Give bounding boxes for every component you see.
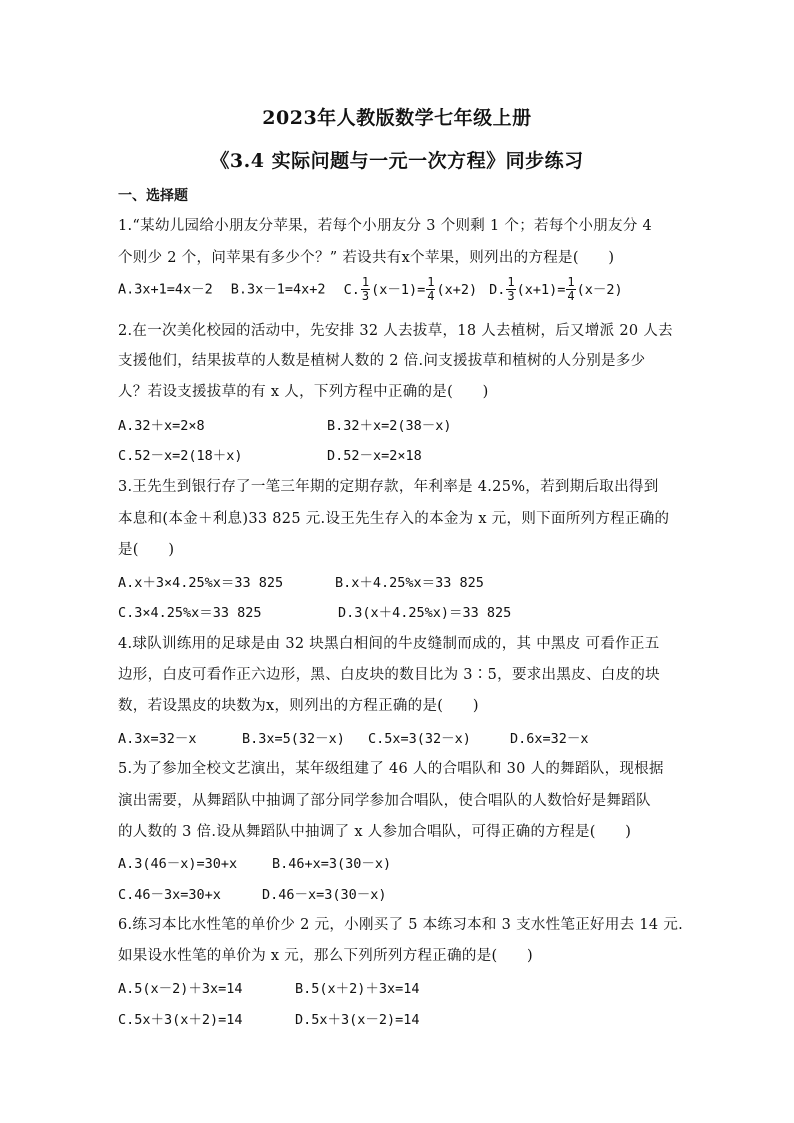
question-2-line-1: 2.在一次美化校园的活动中，先安排 32 人去拔草，18 人去植树，后又增派 20 人去 (118, 323, 673, 339)
question-3-option-d: D.3(x＋4.25%x)＝33 825 (338, 605, 512, 621)
question-4-line-1: 4.球队训练用的足球是由 32 块黑白相间的牛皮缝制而成的，其 中黑皮 可看作正五 (118, 636, 660, 652)
question-3-line-3: 是( ) (118, 542, 175, 558)
question-1-option-d: D. $\frac{1}{3}$ (x+1)= $\frac{1}{4}$ (x－2) (489, 275, 623, 303)
question-2-line-3: 人？若设支援拔草的有 x 人，下列方程中正确的是( ) (118, 384, 489, 400)
question-3-option-c: C.3×4.25%x＝33 825 (118, 605, 262, 621)
question-3-option-a: A.x＋3×4.25%x＝33 825 (118, 575, 284, 591)
question-6-option-c: C.5x＋3(x＋2)=14 (118, 1012, 243, 1028)
question-1-option-c: C. $\frac{1}{3}$ (x－1)= $\frac{1}{4}$ (x+2) (343, 275, 478, 303)
question-6-line-1: 6.练习本比水性笔的单价少 2 元，小刚买了 5 本练习本和 3 支水性笔正好用去 14 元. (118, 917, 684, 933)
question-6-option-a: A.5(x－2)＋3x=14 (118, 981, 243, 997)
question-3-line-2: 本息和(本金＋利息)33 825 元.设王先生存入的本金为 x 元，则下面所列方程正确的 (118, 511, 670, 527)
question-1-options (118, 276, 623, 303)
question-1-line-2: 个则少 2 个，问苹果有多少个？” 若设共有x个苹果，则列出的方程是( ) (118, 250, 615, 266)
question-4-option-c: C.5x=3(32－x) (368, 731, 471, 747)
question-1-option-b: B.3x－1=4x+2 (230, 281, 326, 298)
document-subtitle: 《3.4 实际问题与一元一次方程》同步练习 (210, 150, 584, 172)
question-1-option-a: A.3x+1=4x－2 (118, 281, 213, 298)
section-heading: 一、选择题 (118, 188, 188, 204)
question-4-line-2: 边形，白皮可看作正六边形，黑、白皮块的数目比为 3∶5，要求出黑皮、白皮的块 (118, 667, 660, 683)
question-2-option-d: D.52－x=2×18 (327, 448, 422, 464)
question-5-line-3: 的人数的 3 倍.设从舞蹈队中抽调了 x 人参加合唱队，可得正确的方程是( ) (118, 824, 632, 840)
question-5-line-2: 演出需要，从舞蹈队中抽调了部分同学参加合唱队，使合唱队的人数恰好是舞蹈队 (118, 793, 651, 809)
question-5-option-d: D.46－x=3(30－x) (262, 887, 387, 903)
question-5-option-a: A.3(46－x)=30+x (118, 856, 238, 872)
question-4-line-3: 数，若设黑皮的块数为x，则列出的方程正确的是( ) (118, 698, 479, 714)
question-5-line-1: 5.为了参加全校文艺演出，某年级组建了 46 人的合唱队和 30 人的舞蹈队，现根据 (118, 761, 664, 777)
question-1-line-1: 1.“某幼儿园给小朋友分苹果，若每个小朋友分 3 个则剩 1 个；若每个小朋友分 4 (118, 218, 653, 234)
question-4-option-d: D.6x=32－x (510, 731, 589, 747)
question-5-option-b: B.46+x=3(30－x) (272, 856, 392, 872)
question-6-option-d: D.5x＋3(x－2)=14 (295, 1012, 420, 1028)
question-4-option-a: A.3x=32－x (118, 731, 197, 747)
question-6-option-b: B.5(x＋2)＋3x=14 (295, 981, 420, 997)
question-2-option-b: B.32＋x=2(38－x) (327, 418, 452, 434)
question-2-option-c: C.52－x=2(18＋x) (118, 448, 243, 464)
question-4-option-b: B.3x=5(32－x) (242, 731, 345, 747)
document-title: 2023年人教版数学七年级上册 (262, 107, 532, 129)
question-2-option-a: A.32＋x=2×8 (118, 418, 205, 434)
question-2-line-2: 支援他们，结果拔草的人数是植树人数的 2 倍.问支援拔草和植树的人分别是多少 (118, 353, 646, 369)
question-3-line-1: 3.王先生到银行存了一笔三年期的定期存款，年利率是 4.25%，若到期后取出得到 (118, 479, 659, 495)
question-5-option-c: C.46－3x=30+x (118, 887, 221, 903)
question-6-line-2: 如果设水性笔的单价为 x 元，那么下列所列方程正确的是( ) (118, 948, 534, 964)
question-3-option-b: B.x＋4.25%x＝33 825 (335, 575, 484, 591)
